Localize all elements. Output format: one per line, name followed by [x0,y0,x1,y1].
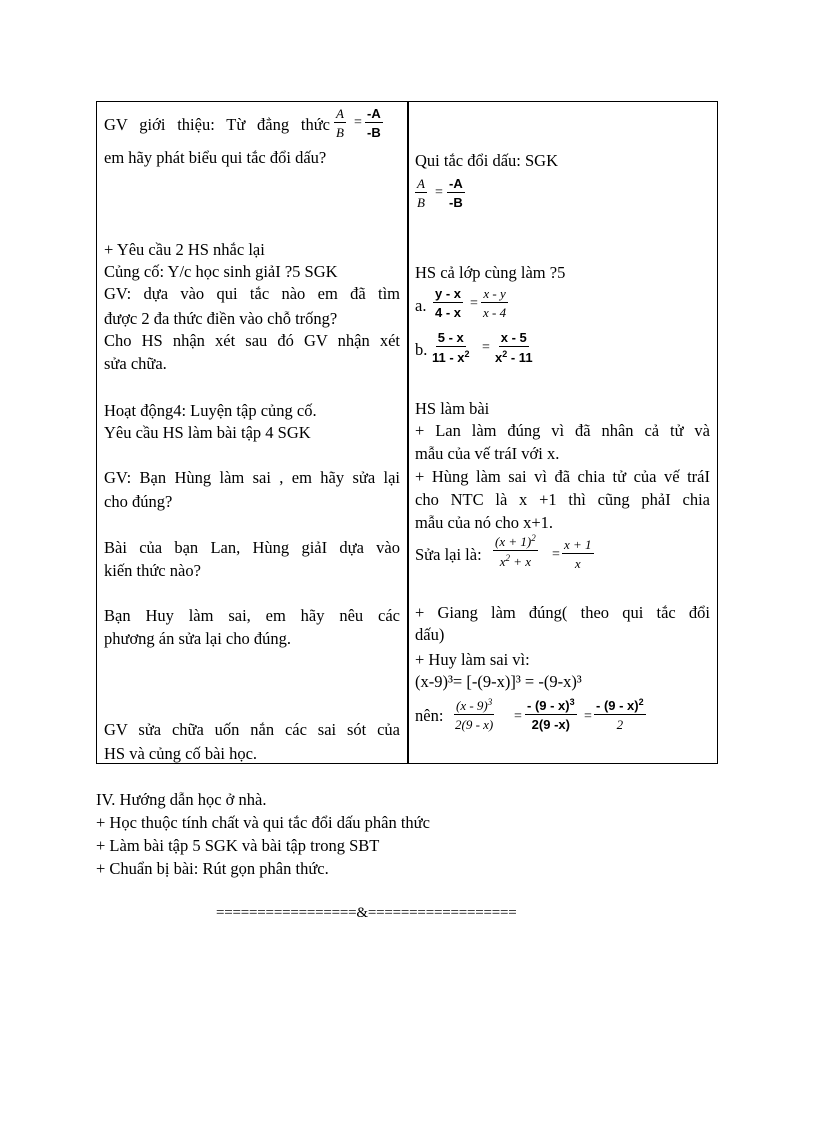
nen-label: nên: [415,706,444,725]
right-line-15: (x-9)³= [-(9-x)]³ = -(9-x)³ [415,672,582,691]
correction-label: Sửa lại là: [415,545,482,564]
right-line-2: HS cả lớp cùng làm ?5 [415,263,566,282]
left-line-4: Củng cố: Y/c học sinh giảI ?5 SGK [104,262,338,281]
column-divider [407,102,409,763]
equals-sign: = [584,709,592,724]
fraction-negA-over-negB: $\frac{-A}{-B}$ [367,106,381,140]
left-line-13: Bài của bạn Lan, Hùng giảI dựa vào [104,538,400,557]
equals-sign: = [552,547,560,562]
homework-item-2: + Làm bài tập 5 SGK và bài tập trong SBT [96,836,380,855]
right-line-10: mẫu của nó cho x+1. [415,513,554,532]
right-line-7: mẫu của vế tráI với x. [415,444,560,463]
item-a-fraction-2: $\frac{x - y}{x - 4}$ [483,286,507,320]
item-a-label: a. [415,296,427,315]
left-line-1: GV giới thiệu: Từ đẳng thức [104,115,330,134]
nen-fraction-1: $\frac{(x - 9)^3}{2(9 - x)}$ [455,697,494,732]
left-line-7: Cho HS nhận xét sau đó GV nhận xét [104,331,400,350]
left-line-10: Yêu cầu HS làm bài tập 4 SGK [104,423,311,442]
nen-fraction-2: $\frac{- (9 - x)^3}{2(9 -x)}$ [527,697,575,732]
homework-title: IV. Hướng dẫn học ở nhà. [96,790,267,809]
left-line-8: sửa chữa. [104,354,167,373]
item-a-fraction-1: $\frac{y - x}{4 - x}$ [435,286,462,320]
equals-sign: = [435,185,443,200]
item-b-fraction-2: $\frac{x - 5}{x^2 - 11}$ [495,330,533,365]
homework-item-1: + Học thuộc tính chất và qui tắc đổi dấu phân thức [96,813,430,832]
right-line-14: + Huy làm sai vì: [415,650,530,669]
left-line-9: Hoạt động4: Luyện tập củng cố. [104,401,317,420]
equals-sign: = [482,340,490,355]
right-line-1: Qui tắc đổi dấu: SGK [415,151,558,170]
correction-fraction-2: $\frac{x + 1}{x}$ [564,537,592,571]
rule-fraction-negA-over-negB: $\frac{-A}{-B}$ [449,176,463,210]
equals-sign: = [470,296,478,311]
right-line-5: HS làm bài [415,399,490,418]
item-b-label: b. [415,340,428,359]
correction-fraction-1: $\frac{(x + 1)^2}{x^2 + x}$ [495,533,536,569]
left-line-2: em hãy phát biểu qui tắc đổi dấu? [104,148,327,167]
left-line-15: Bạn Huy làm sai, em hãy nêu các [104,606,400,625]
left-line-3: + Yêu cầu 2 HS nhắc lại [104,240,265,259]
left-line-16: phương án sửa lại cho đúng. [104,629,291,648]
left-line-17: GV sửa chữa uốn nắn các sai sót của [104,720,400,739]
left-line-18: HS và củng cố bài học. [104,744,258,763]
right-line-9: cho NTC là x +1 thì cũng phảI chia [415,490,710,509]
homework-item-3: + Chuẩn bị bài: Rút gọn phân thức. [96,859,329,878]
left-line-5: GV: dựa vào qui tắc nào em đã tìm [104,284,400,303]
end-separator: =================&================== [216,905,517,921]
equals-sign: = [514,709,522,724]
left-line-6: được 2 đa thức điền vào chỗ trống? [104,309,338,328]
lesson-table [96,101,718,764]
rule-fraction-A-over-B: $\frac{A}{B}$ [417,176,425,210]
right-line-13: dấu) [415,625,445,644]
right-line-8: + Hùng làm sai vì đã chia tử của vế tráI [415,467,710,486]
left-line-14: kiến thức nào? [104,561,201,580]
right-line-12: + Giang làm đúng( theo qui tắc đổi [415,603,710,622]
left-line-12: cho đúng? [104,492,173,511]
equals-sign: = [354,115,362,130]
nen-fraction-3: $\frac{- (9 - x)^2}{2}$ [596,697,644,732]
fraction-A-over-B: $\frac{A}{B}$ [336,106,344,140]
right-line-6: + Lan làm đúng vì đã nhân cả tử và [415,421,710,440]
item-b-fraction-1: $\frac{5 - x}{11 - x^2}$ [432,330,470,365]
left-line-11: GV: Bạn Hùng làm sai , em hãy sửa lại [104,468,400,487]
